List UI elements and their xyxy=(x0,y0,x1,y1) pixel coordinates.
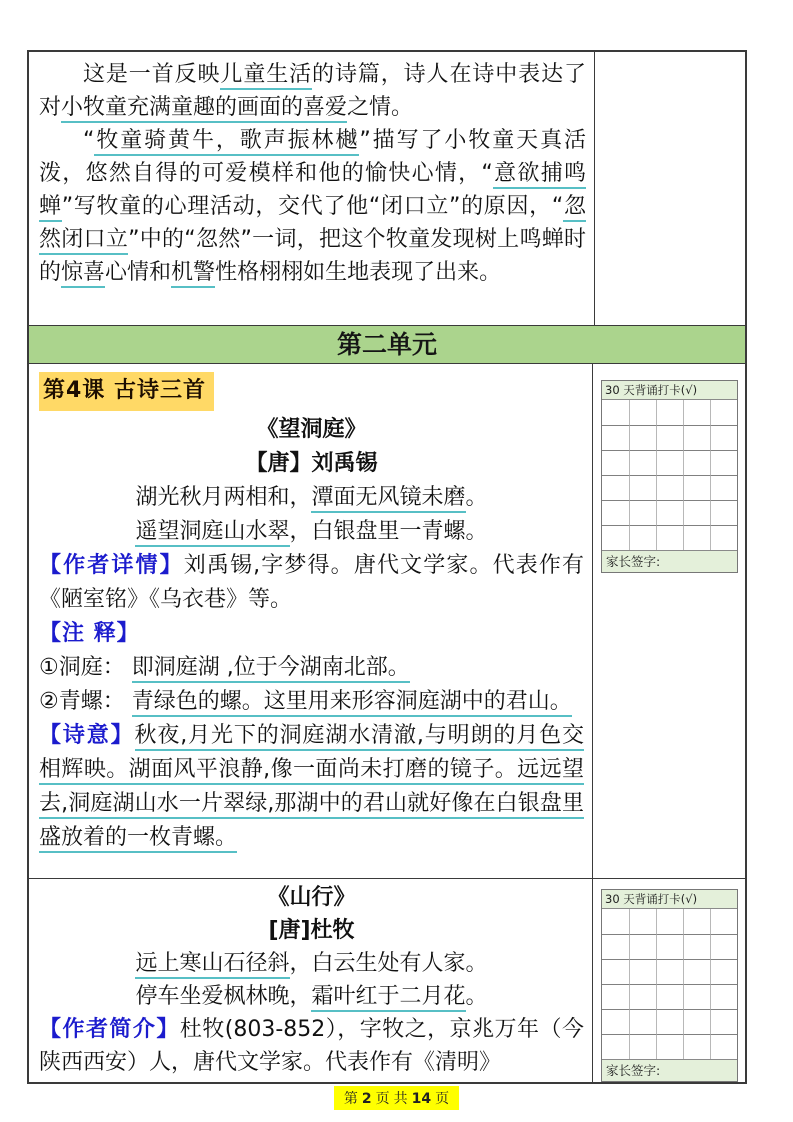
text-line xyxy=(39,447,584,481)
checkin-cell[interactable] xyxy=(629,400,656,425)
shanxing-side-cell xyxy=(593,879,745,1082)
checkin-grid xyxy=(602,400,737,550)
checkin-cell[interactable] xyxy=(683,909,710,934)
checkin-cell[interactable] xyxy=(683,984,710,1009)
checkin-cell[interactable] xyxy=(629,1009,656,1034)
footer-label: 第 xyxy=(343,1091,358,1107)
text-line xyxy=(39,719,584,855)
text-run: 的诗篇，诗人在诗中表达了对 xyxy=(39,62,586,120)
text-line xyxy=(39,1013,584,1079)
checkin-cell[interactable] xyxy=(602,959,629,984)
checkin-cell[interactable] xyxy=(710,934,737,959)
checkin-cell[interactable] xyxy=(602,1009,629,1034)
checkin-card-title: 30 天背诵打卡(√) xyxy=(602,381,737,400)
text-run: 。 xyxy=(465,485,488,510)
checkin-cell[interactable] xyxy=(602,450,629,475)
checkin-cell[interactable] xyxy=(656,1009,683,1034)
content-table xyxy=(27,50,747,1084)
page-footer xyxy=(0,1086,793,1110)
checkin-cell[interactable] xyxy=(683,1034,710,1059)
text-run: 忽然闭口立 xyxy=(39,194,586,255)
text-run: “ xyxy=(83,128,95,153)
footer-label: 页 xyxy=(435,1091,450,1107)
text-run: 心情和 xyxy=(105,260,172,285)
checkin-cell[interactable] xyxy=(629,450,656,475)
checkin-cell[interactable] xyxy=(656,984,683,1009)
checkin-cell[interactable] xyxy=(656,934,683,959)
text-run: ”写牧童的心理活动，交代了他“闭口立”的原因，“ xyxy=(61,194,564,219)
checkin-cell[interactable] xyxy=(602,525,629,550)
checkin-cell[interactable] xyxy=(629,500,656,525)
checkin-cell[interactable] xyxy=(710,475,737,500)
checkin-cell[interactable] xyxy=(629,959,656,984)
text-run: [唐]杜牧 xyxy=(268,918,355,943)
text-run: 牧童骑黄牛，歌声振林樾 xyxy=(94,128,359,156)
checkin-cell[interactable] xyxy=(710,959,737,984)
text-run: 意欲捕鸣蝉 xyxy=(39,161,586,222)
checkin-cell[interactable] xyxy=(710,1034,737,1059)
section-label: 【诗意】 xyxy=(39,723,135,748)
checkin-cell[interactable] xyxy=(656,400,683,425)
checkin-cell[interactable] xyxy=(656,475,683,500)
text-line xyxy=(39,881,584,914)
section-label: 【作者简介】 xyxy=(39,1017,180,1042)
poem-analysis-text xyxy=(29,52,595,325)
text-line xyxy=(39,980,584,1013)
checkin-grid xyxy=(602,909,737,1059)
text-run: 小牧童充满童趣的画面的喜爱 xyxy=(61,95,347,123)
checkin-cell[interactable] xyxy=(710,525,737,550)
checkin-cell[interactable] xyxy=(602,984,629,1009)
lesson4-main-cell xyxy=(29,364,593,878)
page-number-chip xyxy=(334,1086,459,1110)
checkin-cell[interactable] xyxy=(683,475,710,500)
wangdongting-content xyxy=(39,413,584,855)
text-run: 霜叶红于二月花 xyxy=(311,984,465,1012)
text-run: ”描写了小牧童天真活泼，悠然自得的可爱模样和他的愉快心情，“ xyxy=(39,128,586,186)
text-run: 机警 xyxy=(171,260,215,288)
lesson-heading: 第4课 古诗三首 xyxy=(39,372,214,411)
checkin-cell[interactable] xyxy=(710,500,737,525)
text-run: 惊喜 xyxy=(61,260,105,288)
shanxing-main-cell xyxy=(29,879,593,1082)
checkin-cell[interactable] xyxy=(683,400,710,425)
checkin-cell[interactable] xyxy=(710,1009,737,1034)
checkin-card-2 xyxy=(601,889,738,1082)
footer-label: 共 xyxy=(393,1091,408,1107)
lesson4-side-cell xyxy=(593,364,745,878)
row-shanxing xyxy=(29,878,745,1082)
row-lesson4 xyxy=(29,363,745,878)
checkin-cell[interactable] xyxy=(629,934,656,959)
text-line xyxy=(39,413,584,447)
shanxing-content xyxy=(39,881,584,1079)
checkin-cell[interactable] xyxy=(629,984,656,1009)
checkin-cell[interactable] xyxy=(683,525,710,550)
checkin-cell[interactable] xyxy=(602,400,629,425)
text-line xyxy=(39,481,584,515)
checkin-cell[interactable] xyxy=(683,425,710,450)
text-run: 。 xyxy=(465,984,488,1009)
text-line xyxy=(39,549,584,617)
text-line xyxy=(39,58,586,124)
footer-label: 页 xyxy=(375,1091,390,1107)
text-run: 《望洞庭》 xyxy=(256,417,367,442)
row-poem-analysis xyxy=(29,52,745,325)
parent-signature-label[interactable]: 家长签字: xyxy=(602,550,737,572)
current-page-number: 2 xyxy=(361,1091,372,1107)
text-run: 儿童生活 xyxy=(220,62,312,90)
text-run: 秋夜,月光下的洞庭湖水清澈,与明朗的月色交相辉映。湖面风平浪静,像一面尚未打磨的镜子。远远望去,洞庭湖山水一片翠绿,那湖中的君山就好像在白银盘里盛放着的一枚青螺。 xyxy=(39,723,584,853)
parent-signature-label[interactable]: 家长签字: xyxy=(602,1059,737,1081)
text-run: 性格栩栩如生地表现了出来。 xyxy=(215,260,502,285)
unit-banner: 第二单元 xyxy=(29,325,745,363)
checkin-cell[interactable] xyxy=(602,475,629,500)
text-run: ②青螺： xyxy=(39,689,132,714)
text-run: 《山行》 xyxy=(267,885,356,910)
checkin-cell[interactable] xyxy=(602,909,629,934)
checkin-cell[interactable] xyxy=(710,450,737,475)
checkin-card-1 xyxy=(601,380,738,573)
text-line xyxy=(39,914,584,947)
lesson-heading-wrap xyxy=(39,372,584,411)
text-line xyxy=(39,947,584,980)
text-run: 刘禹锡,字梦得。唐代文学家。代表作有《陋室铭》《乌衣巷》等。 xyxy=(39,553,584,612)
checkin-cell[interactable] xyxy=(602,425,629,450)
empty-side-cell xyxy=(595,52,745,325)
checkin-cell[interactable] xyxy=(629,425,656,450)
checkin-cell[interactable] xyxy=(602,934,629,959)
checkin-cell[interactable] xyxy=(656,500,683,525)
text-run: ”中的“忽然”一词，把这个牧童发现树上鸣蝉时的 xyxy=(39,227,586,285)
text-line xyxy=(39,651,584,685)
text-line xyxy=(39,515,584,549)
checkin-cell[interactable] xyxy=(683,959,710,984)
section-label: 【作者详情】 xyxy=(39,553,184,578)
checkin-cell[interactable] xyxy=(710,909,737,934)
text-run: 即洞庭湖 ,位于今湖南北部。 xyxy=(132,655,410,683)
checkin-cell[interactable] xyxy=(629,909,656,934)
checkin-cell[interactable] xyxy=(629,1034,656,1059)
checkin-cell[interactable] xyxy=(683,450,710,475)
checkin-cell[interactable] xyxy=(629,525,656,550)
checkin-cell[interactable] xyxy=(683,1009,710,1034)
checkin-cell[interactable] xyxy=(629,475,656,500)
text-run: ，白银盘里一青螺。 xyxy=(289,519,488,544)
checkin-cell[interactable] xyxy=(710,984,737,1009)
checkin-cell[interactable] xyxy=(656,959,683,984)
checkin-cell[interactable] xyxy=(683,500,710,525)
checkin-cell[interactable] xyxy=(656,425,683,450)
checkin-cell[interactable] xyxy=(602,500,629,525)
checkin-cell[interactable] xyxy=(656,450,683,475)
text-run: 这是一首反映 xyxy=(83,62,221,87)
checkin-cell[interactable] xyxy=(602,1034,629,1059)
text-run: 之情。 xyxy=(347,95,414,120)
checkin-cell[interactable] xyxy=(683,934,710,959)
text-run: ①洞庭： xyxy=(39,655,132,680)
text-line xyxy=(39,685,584,719)
text-line xyxy=(39,124,586,289)
checkin-cell[interactable] xyxy=(656,1034,683,1059)
checkin-card-title: 30 天背诵打卡(√) xyxy=(602,890,737,909)
text-line xyxy=(39,617,584,651)
text-run: ，白云生处有人家。 xyxy=(289,951,488,976)
checkin-cell[interactable] xyxy=(710,400,737,425)
text-run: 远上寒山石径斜 xyxy=(135,951,289,979)
checkin-cell[interactable] xyxy=(656,525,683,550)
text-run: 青绿色的螺。这里用来形容洞庭湖中的君山。 xyxy=(132,689,572,717)
text-run: 遥望洞庭山水翠 xyxy=(135,519,289,547)
text-run: 杜牧(803-852），字牧之，京兆万年（今陕西西安）人，唐代文学家。代表作有《清明》 xyxy=(39,1017,584,1075)
text-run: 湖光秋月两相和， xyxy=(135,485,312,510)
total-page-number: 14 xyxy=(411,1091,432,1107)
checkin-cell[interactable] xyxy=(710,425,737,450)
text-run: 【唐】刘禹锡 xyxy=(245,451,378,476)
section-label: 【注 释】 xyxy=(39,621,140,646)
text-run: 潭面无风镜未磨 xyxy=(311,485,465,513)
checkin-cell[interactable] xyxy=(656,909,683,934)
text-run: 停车坐爱枫林晚， xyxy=(135,984,312,1009)
